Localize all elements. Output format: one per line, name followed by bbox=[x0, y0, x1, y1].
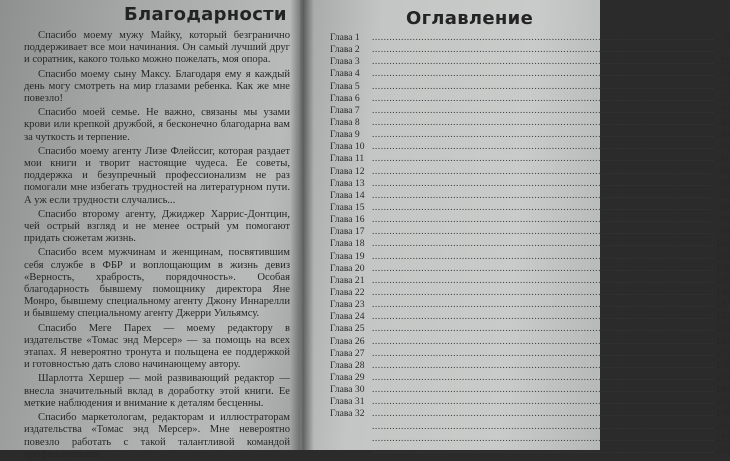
paragraph: Спасибо маркетологам, редакторам и иллюстраторам издательства «Томас энд Мерсер». Мне невероятно повезло работать с такой талантливой командой профессионалов. bbox=[24, 412, 290, 460]
toc-page-number: 40 bbox=[720, 116, 730, 128]
toc-page-number: 224 bbox=[716, 444, 730, 456]
toc-page-number: 186 bbox=[716, 384, 730, 396]
toc-leader-dots bbox=[372, 93, 714, 104]
toc-chapter-label: Глава 6 bbox=[330, 92, 360, 104]
toc-page-number: 49 bbox=[720, 129, 730, 141]
toc-chapter-label: Глава 32 bbox=[330, 408, 365, 420]
toc-page-number: 171 bbox=[716, 347, 730, 359]
toc-entry[interactable] bbox=[330, 444, 730, 457]
toc-leader-dots bbox=[372, 190, 714, 201]
toc-entry[interactable] bbox=[330, 371, 730, 384]
toc-entry[interactable] bbox=[330, 432, 730, 445]
toc-chapter-label: Глава 1 bbox=[330, 32, 360, 43]
toc-chapter-label: Глава 5 bbox=[330, 80, 360, 92]
toc-leader-dots bbox=[372, 141, 714, 152]
toc-page-number: 191 bbox=[716, 396, 730, 408]
paragraph: Спасибо моему агенту Лизе Флейссиг, которая раздает мои книги и творит настоящие чудеса. Ее советы, поддержка и безупречный профессионализм не раз помогали мне избегать трудностей на литературном пути. А уж если трудности случались... bbox=[24, 145, 290, 206]
toc-leader-dots bbox=[372, 251, 714, 262]
toc-entry[interactable] bbox=[330, 274, 730, 287]
toc-chapter-label: Глава 16 bbox=[330, 214, 365, 226]
paragraph: Спасибо моей семье. Не важно, связаны мы узами крови или крепкой дружбой, я бесконечно благодарна вам за чуткость и терпение. bbox=[24, 107, 290, 143]
toc-chapter-label: Глава 29 bbox=[330, 371, 365, 383]
toc-page-number: 27 bbox=[720, 92, 730, 104]
toc-entry[interactable] bbox=[330, 129, 730, 141]
toc-chapter-label: Глава 9 bbox=[330, 129, 360, 141]
toc-page-number: 11 bbox=[720, 56, 730, 68]
toc-leader-dots bbox=[372, 299, 714, 310]
paragraph: Шарлотта Хершер — мой развивающий редактор — внесла значительный вклад в доработку этой книги. Ее меткие наблюдения и внимание к деталям бесценны. bbox=[24, 373, 290, 409]
paragraph: Спасибо моему сыну Максу. Благодаря ему я каждый день могу смотреть на мир глазами ребенка. Как же мне повезло! bbox=[24, 68, 290, 105]
paragraph: Спасибо всем мужчинам и женщинам, посвятившим себя службе в ФБР и воплощающим в жизнь девиз «Верность, храбрость, порядочность». Особая благодарность бывшему помощнику директора Яне Монро, бывшему специальному агенту Джону Иннарелли и бывшему специальному агенту Джерри Уильямсу. bbox=[24, 247, 290, 320]
toc-page-number: 61 bbox=[720, 153, 730, 165]
toc-chapter-label: Глава 10 bbox=[330, 141, 365, 153]
toc-page-number: 215 bbox=[716, 432, 730, 444]
toc-page-number: 135 bbox=[716, 274, 730, 286]
toc-chapter-label: Глава 23 bbox=[330, 299, 365, 311]
toc-leader-dots bbox=[372, 275, 714, 286]
toc-leader-dots bbox=[372, 202, 714, 213]
toc-entry[interactable] bbox=[330, 92, 730, 105]
toc-chapter-label: Глава 14 bbox=[330, 189, 365, 201]
toc-chapter-label: Глава 22 bbox=[330, 286, 365, 298]
toc-page-number: 198 bbox=[716, 408, 730, 420]
toc-entry[interactable] bbox=[330, 44, 730, 56]
contents-title: Оглавление bbox=[406, 8, 534, 29]
toc-page-number: 89 bbox=[720, 201, 730, 213]
toc-entry[interactable] bbox=[330, 250, 730, 263]
toc-leader-dots bbox=[372, 384, 714, 395]
toc-leader-dots bbox=[372, 287, 714, 298]
toc-leader-dots bbox=[372, 105, 714, 116]
toc-entry[interactable] bbox=[330, 299, 730, 311]
toc-leader-dots bbox=[372, 360, 714, 371]
toc-entry[interactable] bbox=[330, 189, 730, 202]
paragraph: Спасибо второму агенту, Джиджер Харрис-Донтцин, чей острый взгляд и не менее острый ум помогают придать сюжетам жизнь. bbox=[24, 208, 290, 245]
book-gutter bbox=[290, 0, 314, 450]
toc-chapter-label: Глава 7 bbox=[330, 104, 360, 116]
toc-chapter-label: Глава 19 bbox=[330, 250, 365, 262]
toc-entry[interactable] bbox=[330, 32, 730, 44]
toc-page-number: 93 bbox=[720, 214, 730, 226]
toc-page-number: 99 bbox=[720, 226, 730, 238]
toc-entry[interactable] bbox=[330, 68, 730, 80]
toc-page-number: 159 bbox=[716, 323, 730, 335]
toc-page-number: 152 bbox=[716, 311, 730, 323]
toc-entry[interactable] bbox=[330, 80, 730, 93]
toc-entry[interactable] bbox=[330, 177, 730, 190]
toc-leader-dots bbox=[372, 32, 714, 43]
toc-chapter-label: Глава 30 bbox=[330, 384, 365, 396]
acknowledgements-page bbox=[0, 0, 300, 460]
toc-entry[interactable] bbox=[330, 238, 730, 250]
toc-entry[interactable] bbox=[330, 165, 730, 178]
toc-entry[interactable] bbox=[330, 359, 730, 372]
toc-leader-dots bbox=[372, 178, 714, 189]
toc-page-number: 145 bbox=[716, 286, 730, 298]
acknowledgements-title: Благодарности bbox=[124, 4, 287, 25]
toc-leader-dots bbox=[372, 153, 714, 164]
toc-leader-dots bbox=[372, 263, 714, 274]
toc-leader-dots bbox=[372, 433, 714, 444]
toc-chapter-label: Глава 24 bbox=[330, 311, 365, 323]
toc-leader-dots bbox=[372, 421, 714, 432]
toc-entry[interactable] bbox=[330, 153, 730, 165]
toc-leader-dots bbox=[372, 166, 714, 177]
toc-page-number: 164 bbox=[716, 335, 730, 347]
toc-entry[interactable] bbox=[330, 347, 730, 360]
toc-chapter-label: Глава 20 bbox=[330, 262, 365, 274]
toc-entry[interactable] bbox=[330, 396, 730, 408]
toc-entry[interactable] bbox=[330, 262, 730, 275]
toc-leader-dots bbox=[372, 238, 714, 249]
toc-chapter-label: Глава 31 bbox=[330, 396, 365, 408]
toc-page-number: 176 bbox=[716, 359, 730, 371]
toc-page-number: 7 bbox=[725, 44, 730, 56]
toc-leader-dots bbox=[372, 348, 714, 359]
toc-chapter-label: Глава 3 bbox=[330, 56, 360, 68]
paragraph: Спасибо моему мужу Майку, который безгранично поддерживает все мои начинания. Он самый лучший друг и соратник, какого только можно пожелать, моя опора. bbox=[24, 30, 290, 66]
toc-page-number: 16 bbox=[720, 68, 730, 80]
toc-entry[interactable] bbox=[330, 323, 730, 335]
toc-chapter-label: Глава 15 bbox=[330, 201, 365, 213]
toc-page-number: 82 bbox=[720, 189, 730, 201]
toc-entry[interactable] bbox=[330, 56, 730, 68]
toc-chapter-label: Глава 18 bbox=[330, 238, 365, 250]
toc-page-number: 35 bbox=[720, 104, 730, 116]
table-of-contents bbox=[330, 32, 730, 457]
toc-leader-dots bbox=[372, 81, 714, 92]
toc-entry[interactable] bbox=[330, 201, 730, 214]
toc-entry[interactable] bbox=[330, 141, 730, 153]
toc-chapter-label: Глава 17 bbox=[330, 226, 365, 238]
toc-entry[interactable] bbox=[330, 384, 730, 396]
toc-chapter-label: Глава 27 bbox=[330, 347, 365, 359]
toc-page-number: 22 bbox=[720, 80, 730, 92]
toc-page-number: 179 bbox=[716, 371, 730, 383]
toc-page-number: 55 bbox=[720, 141, 730, 153]
toc-leader-dots bbox=[372, 68, 714, 79]
toc-leader-dots bbox=[372, 129, 714, 140]
toc-chapter-label: Глава 8 bbox=[330, 116, 360, 128]
toc-page-number: 64 bbox=[720, 165, 730, 177]
toc-entry[interactable] bbox=[330, 286, 730, 299]
toc-page-number: 76 bbox=[720, 177, 730, 189]
paragraph: Спасибо Меге Парех — моему редактору в издательстве «Томас энд Мерсер» — за помощь на всех этапах. Я невероятно тронута и польщена ее поддержкой и готовностью дать слово начинающему автору. bbox=[24, 322, 290, 371]
toc-chapter-label: Глава 28 bbox=[330, 359, 365, 371]
toc-leader-dots bbox=[372, 56, 714, 67]
toc-entry[interactable] bbox=[330, 214, 730, 226]
contents-page bbox=[300, 0, 730, 456]
toc-leader-dots bbox=[372, 117, 714, 128]
toc-leader-dots bbox=[372, 372, 714, 383]
toc-leader-dots bbox=[372, 214, 714, 225]
toc-page-number: 107 bbox=[716, 238, 730, 250]
toc-leader-dots bbox=[372, 336, 714, 347]
toc-entry[interactable] bbox=[330, 226, 730, 238]
toc-leader-dots bbox=[372, 323, 714, 334]
toc-leader-dots bbox=[372, 408, 714, 419]
toc-entry[interactable] bbox=[330, 408, 730, 420]
toc-chapter-label: Глава 11 bbox=[330, 153, 365, 165]
toc-chapter-label: Глава 12 bbox=[330, 165, 365, 177]
toc-entry[interactable] bbox=[330, 335, 730, 348]
toc-entry[interactable] bbox=[330, 311, 730, 323]
toc-chapter-label: Глава 4 bbox=[330, 68, 360, 80]
toc-leader-dots bbox=[372, 311, 714, 322]
toc-leader-dots bbox=[372, 445, 714, 456]
toc-entry[interactable] bbox=[330, 420, 730, 433]
toc-page-number: 205 bbox=[716, 420, 730, 432]
toc-page-number: 118 bbox=[716, 250, 730, 262]
toc-chapter-label: Глава 21 bbox=[330, 274, 365, 286]
toc-page-number: 3 bbox=[725, 32, 730, 43]
toc-chapter-label: Глава 25 bbox=[330, 323, 365, 335]
toc-page-number: 128 bbox=[716, 262, 730, 274]
toc-entry[interactable] bbox=[330, 104, 730, 117]
toc-leader-dots bbox=[372, 44, 714, 55]
toc-chapter-label: Глава 2 bbox=[330, 44, 360, 56]
toc-chapter-label: Глава 13 bbox=[330, 177, 365, 189]
toc-leader-dots bbox=[372, 226, 714, 237]
toc-page-number: 147 bbox=[716, 299, 730, 311]
toc-leader-dots bbox=[372, 396, 714, 407]
toc-chapter-label: Глава 26 bbox=[330, 335, 365, 347]
toc-entry[interactable] bbox=[330, 116, 730, 129]
